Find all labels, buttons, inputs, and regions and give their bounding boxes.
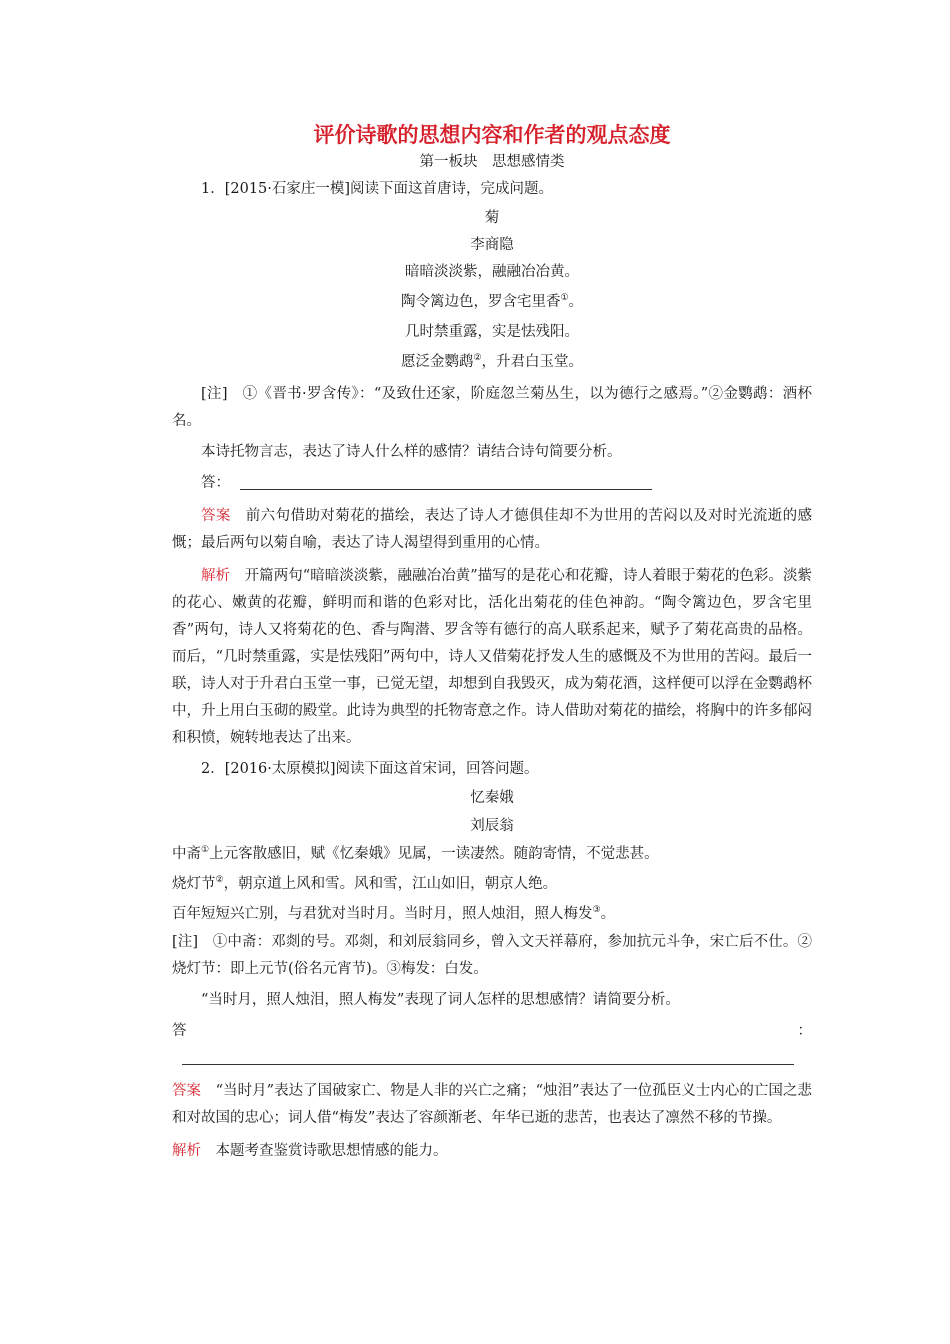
answer-tag: 答案 [201,508,231,524]
q1-poem-title: 菊 [484,210,500,226]
q2-poem-line: 百年短短兴亡别，与君犹对当时月。当时月，照人烛泪，照人梅发③。 [172,905,616,922]
q1-poem-line: 暗暗淡淡紫，融融冶冶黄。 [405,264,579,280]
page-title: 评价诗歌的思想内容和作者的观点态度 [313,122,671,147]
q1-note: [注] ①《晋书·罗含传》：“及致仕还家，阶庭忽兰菊丛生，以为德行之感焉。”②金鹦鹉：酒杯名。 [172,386,812,429]
q2-note: [注] ①中斋：邓剡的号。邓剡，和刘辰翁同乡，曾入文天祥幕府，参加抗元斗争，宋亡后不仕。②烧灯节：即上元节(俗名元宵节)。③梅发：白发。 [172,934,812,977]
section-heading: 第一板块 思想感情类 [419,154,565,170]
q1-answer-field[interactable]: 答： [172,470,812,497]
q2-preface: 中斋①上元客散感旧，赋《忆秦娥》见属，一读凄然。随韵寄情，不觉悲甚。 [172,845,659,862]
q2-poem-author: 刘辰翁 [470,818,514,834]
analysis-tag: 解析 [201,568,231,584]
q1-poem-author: 李商隐 [470,237,514,253]
q2-answer: 答案 “当时月”表达了国破家亡、物是人非的兴亡之痛；“烛泪”表达了一位孤臣义士内心的亡国之悲和对故国的忠心；词人借“梅发”表达了容颜渐老、年华已逝的悲苦，也表达了凛然不移的节操。 [172,1083,812,1126]
q2-prompt: 2．[2016·太原模拟]阅读下面这首宋词，回答问题。 [201,761,539,777]
document-content [172,118,812,1165]
q2-question: “当时月，照人烛泪，照人梅发”表现了词人怎样的思想感情？请简要分析。 [201,992,680,1008]
q1-answer: 答案 前六句借助对菊花的描绘，表达了诗人才德俱佳却不为世用的苦闷以及对时光流逝的感慨；最后两句以菊自喻，表达了诗人渴望得到重用的心情。 [172,508,813,551]
q2-analysis: 解析 本题考查鉴赏诗歌思想情感的能力。 [172,1143,448,1159]
q2-answer-field[interactable]: 答： [172,1018,812,1072]
answer-blank-line[interactable] [182,1052,794,1065]
q1-question: 本诗托物言志，表达了诗人什么样的感情？请结合诗句简要分析。 [201,444,622,460]
q1-prompt: 1．[2015·石家庄一模]阅读下面这首唐诗，完成问题。 [201,181,554,197]
q1-poem-line: 陶令篱边色，罗含宅里香①。 [400,293,584,310]
q1-poem-line: 愿泛金鹦鹉②，升君白玉堂。 [400,353,584,370]
q2-poem-line: 烧灯节②，朝京道上风和雪。风和雪，江山如旧，朝京人绝。 [172,875,558,892]
q1-poem-line: 几时禁重露，实是怯残阳。 [405,324,579,340]
answer-tag: 答案 [172,1083,202,1099]
q1-analysis: 解析 开篇两句“暗暗淡淡紫，融融冶冶黄”描写的是花心和花瓣，诗人着眼于菊花的色彩。淡紫的花心、嫩黄的花瓣，鲜明而和谐的色彩对比，活化出菊花的佳色神韵。“陶令篱边色，罗含宅里香”两句，诗人又将菊花的色、香与陶潜、罗含等有德行的高人联系起来，赋予了菊花高贵的品格。而后，“几时禁重露，实是怯残阳”两句中，诗人又借菊花抒发人生的感慨及不为世用的苦闷。最后一联，诗人对于升君白玉堂一事，已觉无望，却想到自我毁灭，成为菊花酒，这样便可以浮在金鹦鹉杯中，升上用白玉砌的殿堂。此诗为典型的托物寄意之作。诗人借助对菊花的描绘，将胸中的许多郁闷和积愤，婉转地表达了出来。 [172,568,813,746]
q2-poem-title: 忆秦娥 [470,790,514,806]
analysis-tag: 解析 [172,1143,201,1159]
answer-blank-line[interactable] [240,477,652,490]
